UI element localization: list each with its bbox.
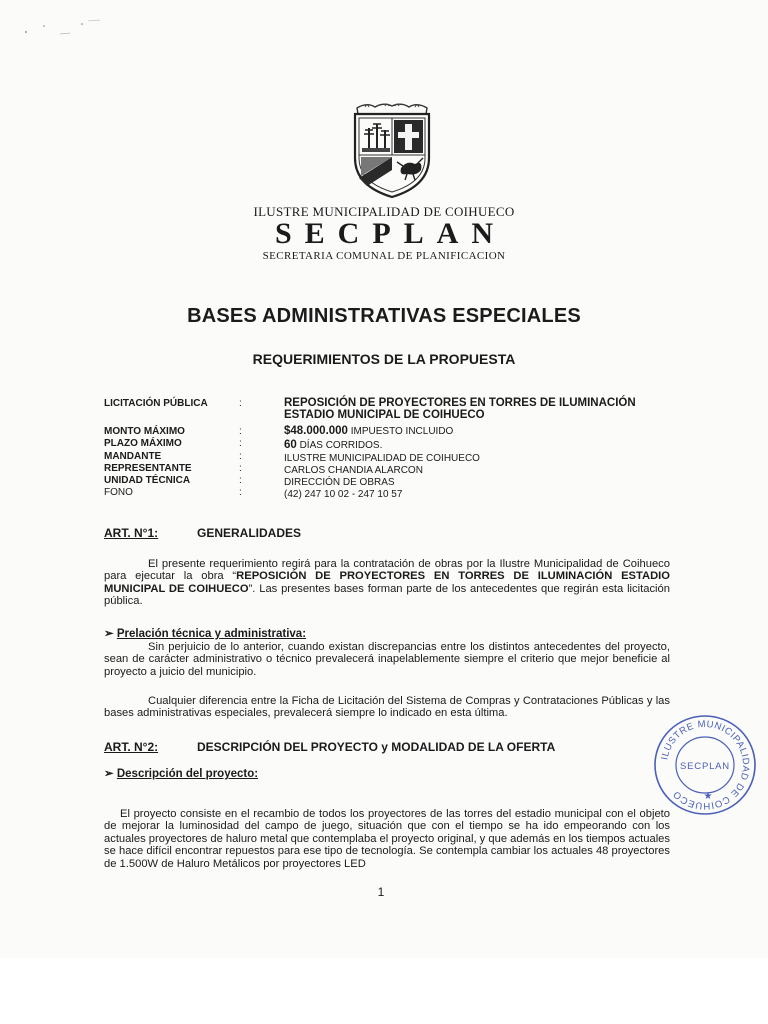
info-value: (42) 247 10 02 - 247 10 57 [284, 489, 403, 500]
plazo-days: 60 [284, 439, 297, 451]
info-value: ILUSTRE MUNICIPALIDAD DE COIHUECO [284, 453, 480, 464]
info-label: PLAZO MÁXIMO [104, 438, 182, 449]
municipality-name: ILUSTRE MUNICIPALIDAD DE COIHUECO [253, 204, 515, 219]
bullet-title: Prelación técnica y administrativa: [116, 628, 307, 640]
info-row-representante [104, 463, 704, 475]
project-name-bold: REPOSICIÓN DE PROYECTORES EN TORRES DE ILUMINACIÓN ESTADIO MUNICIPAL DE COIHUECO [104, 570, 670, 595]
article-number: ART. N°2: [104, 740, 159, 754]
info-row-plazo [104, 438, 704, 450]
scan-specks [22, 12, 112, 42]
info-colon: : [239, 475, 242, 486]
monto-amount: $48.000.000 [284, 425, 348, 437]
page-bottom-margin [0, 958, 768, 1024]
licitacion-line-1: REPOSICIÓN DE PROYECTORES EN TORRES DE ILUMINACIÓN [284, 397, 636, 409]
info-label: LICITACIÓN PÚBLICA [104, 398, 208, 409]
page-number: 1 [377, 885, 385, 899]
article-2-paragraph-1: El proyecto consiste en el recambio de todos los proyectores de las torres del estadio municipal con el objeto de mejorar la luminosidad del campo de juego, situación que con el tiempo se ha ido empeorando con los actuales proyectores de haluro metal que contemplaba el proyecto original, y que además en los tiempos actuales se hace difícil encontrar repuestos para ese tipo de tecnología. Se contempla cambiar los actuales 48 proyectores de 1.500W de Haluro Metálicos por proyectores LED [104, 808, 670, 870]
bullet-descripcion [104, 766, 258, 780]
plazo-note: DÍAS CORRIDOS. [296, 440, 383, 451]
stamp-star-icon: ★ [703, 791, 713, 802]
info-value [284, 439, 714, 451]
info-colon: : [239, 487, 242, 498]
info-colon: : [239, 426, 242, 437]
monto-note: IMPUESTO INCLUIDO [347, 426, 454, 437]
article-1-heading [104, 526, 302, 540]
article-title: GENERALIDADES [197, 526, 302, 540]
info-colon: : [239, 463, 242, 474]
info-value [284, 397, 714, 421]
info-label: MONTO MÁXIMO [104, 426, 185, 437]
article-1-paragraph-1: El presente requerimiento regirá para la contratación de obras por la Ilustre Municipalidad de Coihueco para ejecutar la obra “REPOSICIÓN DE PROYECTORES EN TORRES DE ILUMINACIÓN ESTADIO MUNICIPAL DE COIHUECO”. Las presentes bases forman parte de los antecedentes que regirán esta licitación pública. [104, 558, 670, 608]
document-title: BASES ADMINISTRATIVAS ESPECIALES [187, 305, 581, 327]
stamp-ring-text: ILUSTRE MUNICIPALIDAD DE COIHUECO [659, 718, 752, 812]
info-row-licitacion [104, 397, 704, 421]
info-colon: : [239, 451, 242, 462]
info-row-monto [104, 426, 704, 438]
department-acronym: SECPLAN [274, 217, 507, 250]
article-1-paragraph-3: Cualquier diferencia entre la Ficha de Licitación del Sistema de Compras y Contrataciones Públicas y las bases administrativas especiales, prevalecerá siempre lo indicado en esta última. [104, 695, 670, 720]
info-label: REPRESENTANTE [104, 463, 192, 474]
article-title: DESCRIPCIÓN DEL PROYECTO y MODALIDAD DE LA OFERTA [197, 740, 556, 754]
info-label: FONO [104, 487, 133, 498]
bullet-prelacion [104, 626, 306, 640]
info-label: MANDANTE [104, 451, 162, 462]
arrow-bullet-icon: ➢ [104, 628, 114, 640]
stamp-center-text: SECPLAN [680, 761, 730, 772]
info-value: DIRECCIÓN DE OBRAS [284, 477, 395, 488]
info-colon: : [239, 438, 242, 449]
article-2-heading [104, 740, 556, 754]
article-number: ART. N°1: [104, 526, 159, 540]
coat-of-arms-icon [347, 100, 437, 200]
info-value: CARLOS CHANDIA ALARCON [284, 465, 423, 476]
licitacion-line-2: ESTADIO MUNICIPAL DE COIHUECO [284, 409, 485, 421]
info-row-mandante [104, 451, 704, 463]
tender-info-table [104, 398, 704, 508]
department-full-name: SECRETARIA COMUNAL DE PLANIFICACION [262, 250, 506, 262]
article-1-paragraph-2: Sin perjuicio de lo anterior, cuando existan discrepancias entre los distintos antecedentes del proyecto, sean de carácter administrativo o técnico prevalecerá inapelablemente siempre el criterio que mejor beneficie al proyecto a juicio del municipio. [104, 641, 670, 678]
info-value [284, 425, 714, 437]
info-colon: : [239, 398, 242, 409]
document-subtitle: REQUERIMIENTOS DE LA PROPUESTA [252, 351, 516, 367]
info-label: UNIDAD TÉCNICA [104, 475, 191, 486]
municipal-seal-stamp-icon [652, 713, 758, 817]
arrow-bullet-icon: ➢ [104, 768, 114, 780]
bullet-title: Descripción del proyecto: [116, 768, 259, 780]
info-row-fono [104, 487, 704, 499]
info-row-unidad [104, 475, 704, 487]
